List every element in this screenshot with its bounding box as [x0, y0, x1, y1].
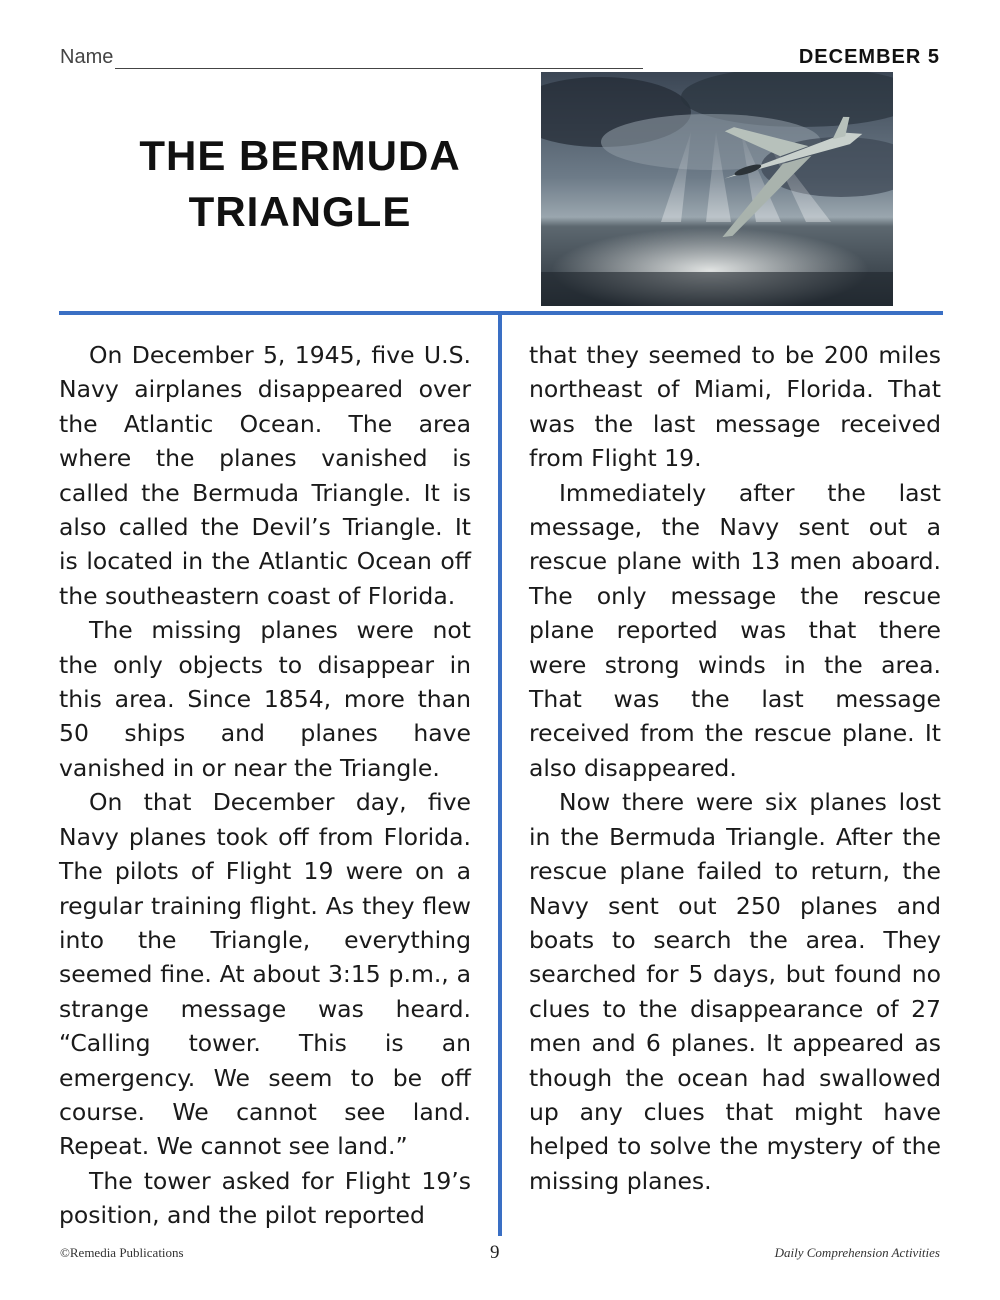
paragraph: Now there were six planes lost in the Bermuda Triangle. After the rescue plane failed to return, the Navy sent out 250 planes and boats to search the area. They searched for 5 days, but found no clues to the disappearance of 27 men and 6 planes. It appeared as though the ocean had swallowed up any clues that might have helped to solve the mystery of the missing planes.	[529, 788, 941, 1195]
paragraph: The missing planes were not the only objects to disappear in this area. Since 1854, more than 50 ships and planes have vanished in or near the Triangle.	[59, 616, 471, 782]
name-field[interactable]	[60, 46, 643, 69]
page-title	[60, 128, 540, 240]
paragraph: On December 5, 1945, five U.S. Navy airplanes disappeared over the Atlantic Ocean. The area where the planes vanished is called the Bermuda Triangle. It is also called the Devil’s Triangle. It is located in the Atlantic Ocean off the southeastern coast of Florida.	[59, 341, 471, 610]
page-number: 9	[490, 1242, 500, 1263]
article-column-right	[529, 338, 941, 1198]
name-blank-line[interactable]	[115, 46, 643, 69]
paragraph: The tower asked for Flight 19’s position, and the pilot reported	[59, 1166, 471, 1230]
title-line-1: THE BERMUDA	[139, 132, 461, 179]
title-line-2: TRIANGLE	[188, 188, 412, 235]
footer-book-title: Daily Comprehension Activities	[774, 1245, 940, 1260]
paragraph: On that December day, five Navy planes took off from Florida. The pilots of Flight 19 were on a regular training flight. As they flew into the Triangle, everything seemed fine. At about 3:15 p.m., a strange message was heard. “Calling tower. This is an emergency. We seem to be off course. We cannot see land. Repeat. We cannot see land.”	[59, 788, 471, 1161]
airplane-over-ocean-photo	[541, 72, 893, 306]
column-divider	[498, 311, 502, 1236]
paragraph: that they seemed to be 200 miles northeast of Miami, Florida. That was the last message received from Flight 19.	[529, 341, 941, 473]
paragraph: Immediately after the last message, the Navy sent out a rescue plane with 13 men aboard. The only message the rescue plane reported was that there were strong winds in the area. That was the last message received from the rescue plane. It also disappeared.	[529, 478, 941, 782]
name-label: Name	[60, 46, 114, 68]
footer-publisher: ©Remedia Publications	[60, 1245, 184, 1260]
page-date: DECEMBER 5	[798, 46, 940, 68]
article-column-left	[59, 338, 471, 1233]
